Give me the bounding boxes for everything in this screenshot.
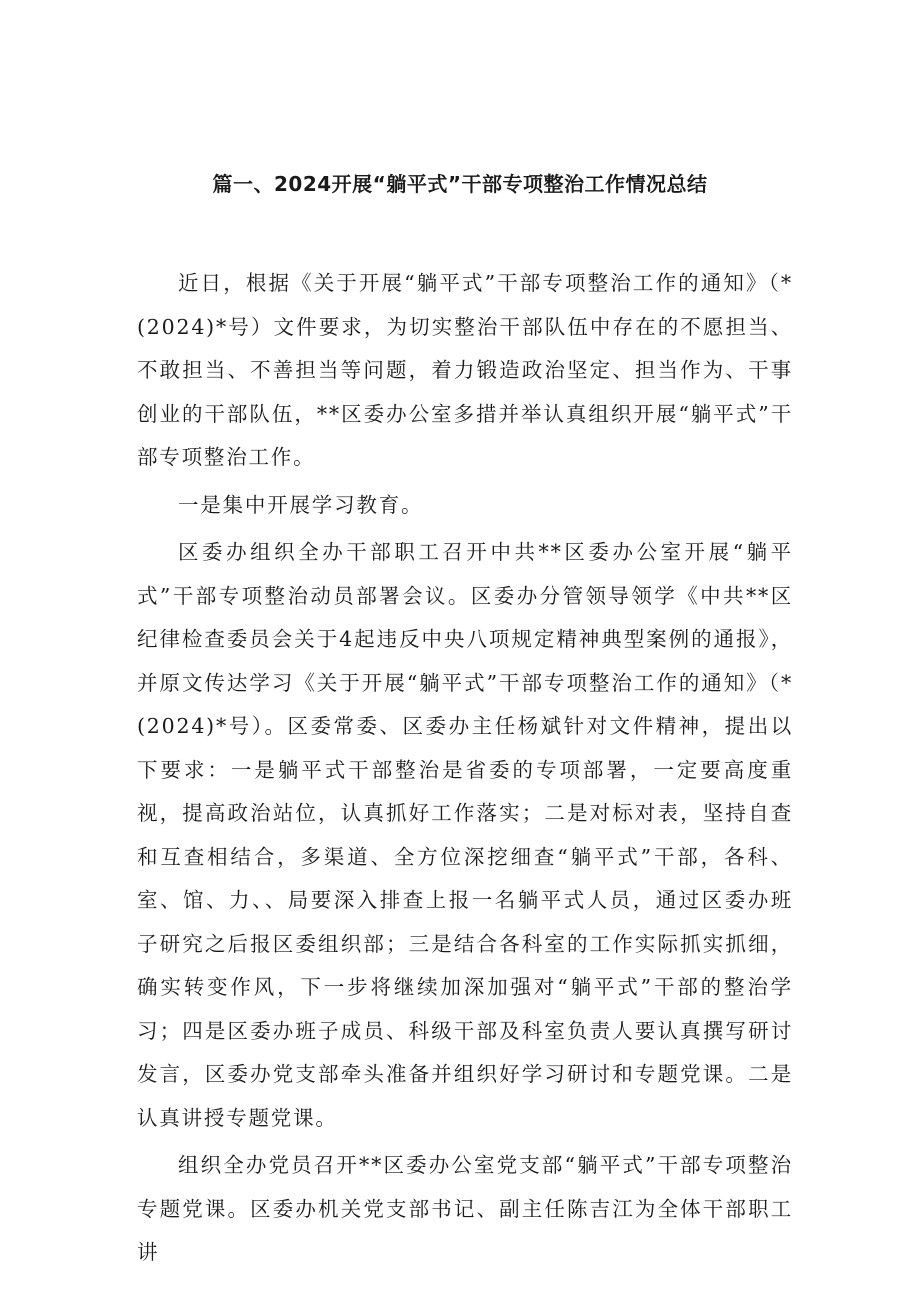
- paragraph-intro: 近日，根据《关于开展“躺平式”干部专项整治工作的通知》（*(2024)*号）文件要求，为切实整治干部队伍中存在的不愿担当、不敢担当、不善担当等问题，着力锻造政治坚定、担当作为、干事创业的干部队伍，**区委办公室多措并举认真组织开展“躺平式”干部专项整治工作。: [137, 271, 793, 469]
- document-body: [137, 262, 793, 1275]
- document-title: 篇一、2024开展“躺平式”干部专项整治工作情况总结: [212, 172, 708, 196]
- paragraph-party-lesson: 组织全办党员召开**区委办公室党支部“躺平式”干部专项整治专题党课。区委办机关党支部书记、副主任陈吉江为全体干部职工讲: [137, 1153, 793, 1264]
- paragraph-heading-study: 一是集中开展学习教育。: [178, 492, 424, 517]
- paragraph-meeting: 区委办组织全办干部职工召开中共**区委办公室开展“躺平式”干部专项整治动员部署会议。区委办分管领导领学《中共**区纪律检查委员会关于4起违反中央八项规定精神典型案例的通报》，并原文传达学习《关于开展“躺平式”干部专项整治工作的通知》（*(2024)*号）。区委常委、区委办主任杨斌针对文件精神，提出以下要求：一是躺平式干部整治是省委的专项部署，一定要高度重视，提高政治站位，认真抓好工作落实；二是对标对表，坚持自查和互查相结合，多渠道、全方位深挖细查“躺平式”干部，各科、室、馆、力、、局要深入排查上报一名躺平式人员，通过区委办班子研究之后报区委组织部；三是结合各科室的工作实际抓实抓细，确实转变作风，下一步将继续加深加强对“躺平式”干部的整治学习；四是区委办班子成员、科级干部及科室负责人要认真撰写研讨发言，区委办党支部牵头准备并组织好学习研讨和专题党课。二是认真讲授专题党课。: [137, 540, 793, 1130]
